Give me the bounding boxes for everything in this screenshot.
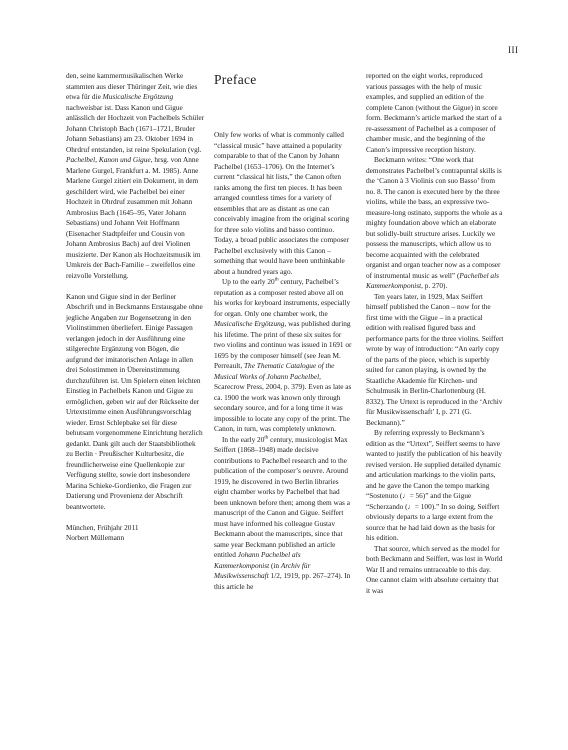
signature-place-date: München, Frühjahr 2011	[66, 522, 139, 532]
german-paragraph-1: den, seine kammermusikalischen Werke stammten aus dieser Thüringer Zeit, wie dies etwa für die Musicalische Ergötzung nachweisbar ist. Dass Kanon und Gigue anlässlich der Hochzeit von Pachelbels Schüler Johann Christoph Bach (1671–1721, Bruder Johann Sebastians) am 23. Oktober 1694 in Ohrdruf entstanden, ist reine Spekulation (vgl. Pachelbel, Kanon und Gigue, hrsg. von Anne Marlene Gurgel, Frankfurt a. M. 1985). Anne Marlene Gurgel zitiert ein Dokument, in dem geschildert wird, wie Pachelbel bei einer Hochzeit in Ohrdruf zusammen mit Johann Ambrosius Bach (1645–95, Vater Johann Sebastians) und Johann Veit Hoffmann (Eisenacher Stadtpfeifer und Cousin von Johann Ambrosius Bach) auf drei Violinen musizierte. Der Kanon als Hochzeitsmusik im Umkreis der Bach-Familie – zweifellos eine reizvolle Vorstellung.	[66, 71, 204, 280]
english-paragraph-6: Ten years later, in 1929, Max Seiffert himself published the Canon – now for the first time with the Gigue – in a practical edition with realised figured bass and performance parts for the three violins. Seiffert wrote by way of introduction: “An early copy of the parts of the piece, which is superbly suited for canon playing, is owned by the Staatliche Akademie für Kirchen- und Schulmusik in Berlin-Charlottenburg (H. 8332). The Urtext is reproduced in the ‘Archiv für Musikwissenschaft’ I, p. 271 (G. Beckmann).”	[366, 291, 504, 427]
page-title: Preface	[214, 72, 257, 87]
german-column	[66, 71, 204, 544]
english-paragraph-5: Beckmann writes: “One work that demonstrates Pachelbel’s contrapuntal skills is the ‘Canon à 3 Violinis con suo Basso’ from no. 8. The canon is executed here by the three violins, while the bass, an expressive two-measure-long ostinato, supports the whole as a mighty foundation above which an elaborate but solidly-built structure arises. Luckily we possess the manuscripts, which allow us to become acquainted with the celebrated organist and organ teacher now as a composer of instrumental music as well” (Pachelbel als Kammerkomponist, p. 270).	[366, 155, 503, 290]
english-paragraph-7: By referring expressly to Beckmann’s edition as the “Urtext”, Seiffert seems to have wanted to justify the publication of his heavily revised version. He supplied detailed dynamic and articulation markings to the violin parts, and he gave the Canon the tempo marking “Sostenuto (♩= 56)” and the Gigue “Scherzando (♩= 100).” In so doing, Seiffert obviously departs to a large extent from the source that he had laid down as the basis for his edition.	[366, 428, 502, 542]
english-column-1	[214, 130, 352, 592]
english-paragraph-2: Up to the early 20th century, Pachelbel’s reputation as a composer rested above all on his works for keyboard instruments, especially for organ. Only one chamber work, the Musicalische Ergötzung, was published during his lifetime. The print of these six suites for two violins and continuo was issued in 1691 or 1695 by the composer himself (see Jean M. Perreault, The Thematic Catalogue of the Musical Works of Johann Pachelbel, Scarecrow Press, 2004, p. 379). Even as late as ca. 1900 the work was known only through secondary source, and for a long time it was impossible to locate any copy of the print. The Canon, in turn, was completely unknown.	[214, 277, 352, 433]
german-paragraph-2: Kanon und Gigue sind in der Berliner Abschrift und in Beckmanns Erstausgabe ohne jegliche Angaben zur Bogensetzung in den Violinstimmen überliefert. Einige Passagen verlangen jedoch in der Ausführung eine stilgerechte Ergänzung von Bögen, die aufgrund der imitatorischen Anlage in allen drei Solostimmen in Übereinstimmung durchzuführen ist. Um Spielern einen leichten Einstieg in Pachelbels Kanon und Gigue zu ermöglichen, geben wir auf der Rückseite der Urtextstimme einen Ausführungsvorschlag wieder. Ernst Schlepbake sei für diese behutsam vorgenommene Einrichtung herzlich gedankt. Dank gilt auch der Staatsbibliothek zu Berlin · Preußischer Kulturbesitz, die freundlicherweise eine Quellenkopie zur Verfügung stellte, sowie dort insbesondere Marina Schieke-Gordienko, die Fragen zur Datierung und Provenienz der Abschrift beantwortete.	[66, 291, 203, 511]
english-column-2	[366, 71, 504, 596]
page-number: III	[508, 45, 519, 55]
english-paragraph-8: That source, which served as the model for both Beckmann and Seiffert, was lost in World War II and remains untraceable to this day. One cannot claim with absolute certainty that it was	[366, 543, 503, 595]
signature-name: Norbert Müllemann	[66, 533, 125, 542]
english-paragraph-4: reported on the eight works, reproduced various passages with the help of music examples, and supplied an edition of the complete Canon (without the Gigue) in score form. Beckmann’s article marked the start of a re-assessment of Pachelbel as a composer of chamber music, and the beginning of the Canon’s impressive reception history.	[366, 71, 502, 154]
english-paragraph-3: In the early 20th century, musicologist Max Seiffert (1868–1948) made decisive contributions to Pachelbel research and to the publication of the composer’s oeuvre. Around 1919, he discovered in two Berlin libraries eight chamber works by Pachelbel that had been unknown before then; among them was a manuscript of the Canon and Gigue. Seiffert must have informed his colleague Gustav Beckmann about the manuscripts, since that same year Beckmann published an article entitled Johann Pachelbel als Kammerkomponist (in Archiv für Musikwissenschaft 1/2, 1919, pp. 267–274). In this article he	[214, 434, 351, 591]
english-paragraph-1: Only few works of what is commonly called “classical music” have attained a popularity comparable to that of the Canon by Johann Pachelbel (1653–1706). On the Internet’s current “classical hit lists,” the Canon often ranks among the first ten pieces. It has been arranged countless times for a variety of ensembles that are as distant as one can conceivably imagine from the original scoring for three solo violins and basso continuo. Today, a broad public associates the composer Pachelbel exclusively with this Canon – something that would have been unthinkable about a hundred years ago.	[214, 130, 350, 276]
